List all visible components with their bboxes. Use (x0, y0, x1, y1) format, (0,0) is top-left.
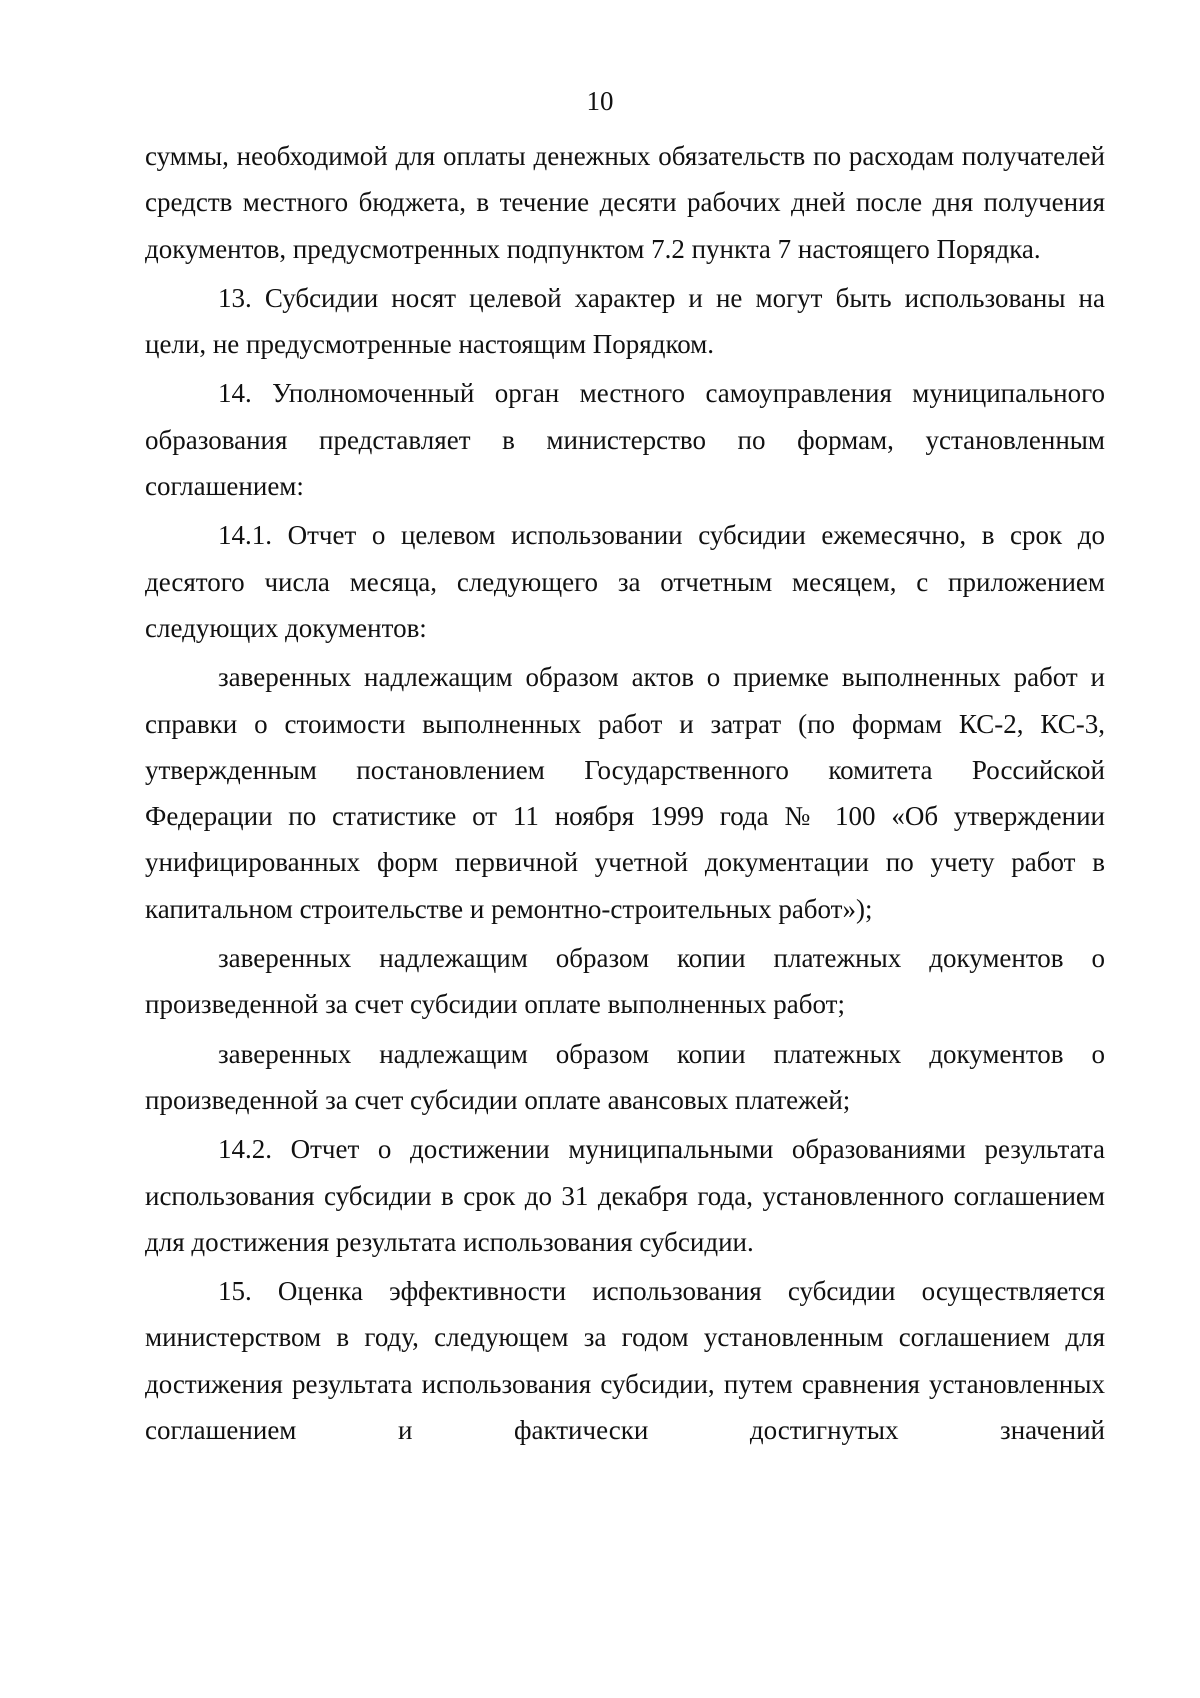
paragraph-payment-copies-advances: заверенных надлежащим образом копии платежных документов о произведенной за счет субсидии оплате авансовых платежей; (145, 1038, 1105, 1115)
paragraph-13: 13. Субсидии носят целевой характер и не могут быть использованы на цели, не предусмотренные настоящим Порядком. (145, 282, 1105, 360)
document-body (145, 133, 1105, 1453)
paragraph-14: 14. Уполномоченный орган местного самоуправления муниципального образования представляет в министерство по формам, установленным соглашением: (145, 378, 1105, 502)
paragraph-14-2: 14.2. Отчет о достижении муниципальными образованиями результата использования субсидии в срок до 31 декабря года, установленного соглашением для достижения результата использования субсидии. (145, 1134, 1105, 1257)
paragraph-payment-copies-works: заверенных надлежащим образом копии платежных документов о произведенной за счет субсидии оплате выполненных работ; (145, 943, 1105, 1020)
page-number: 10 (586, 86, 614, 116)
paragraph-acts-ks2-ks3: заверенных надлежащим образом актов о приемке выполненных работ и справки о стоимости выполненных работ и затрат (по формам КС-2, КС-3, утвержденным постановлением Государственного комитета Российской Федерации по статистике от 11 ноября 1999 года № 100 «Об утверждении унифицированных форм первичной учетной документации по учету работ в капитальном строительстве и ремонтно-строительных работ»); (145, 662, 1105, 924)
paragraph-continuation: суммы, необходимой для оплаты денежных обязательств по расходам получателей средств местного бюджета, в течение десяти рабочих дней после дня получения документов, предусмотренных подпунктом 7.2 пункта 7 настоящего Порядка. (145, 141, 1105, 264)
paragraph-15: 15. Оценка эффективности использования субсидии осуществляется министерством в году, следующем за годом установленным соглашением для достижения результата использования субсидии, путем сравнения установленных соглашением и фактически достигнутых значений (145, 1276, 1105, 1446)
paragraph-14-1: 14.1. Отчет о целевом использовании субсидии ежемесячно, в срок до десятого числа месяца, следующего за отчетным месяцем, с приложением следующих документов: (145, 520, 1105, 643)
